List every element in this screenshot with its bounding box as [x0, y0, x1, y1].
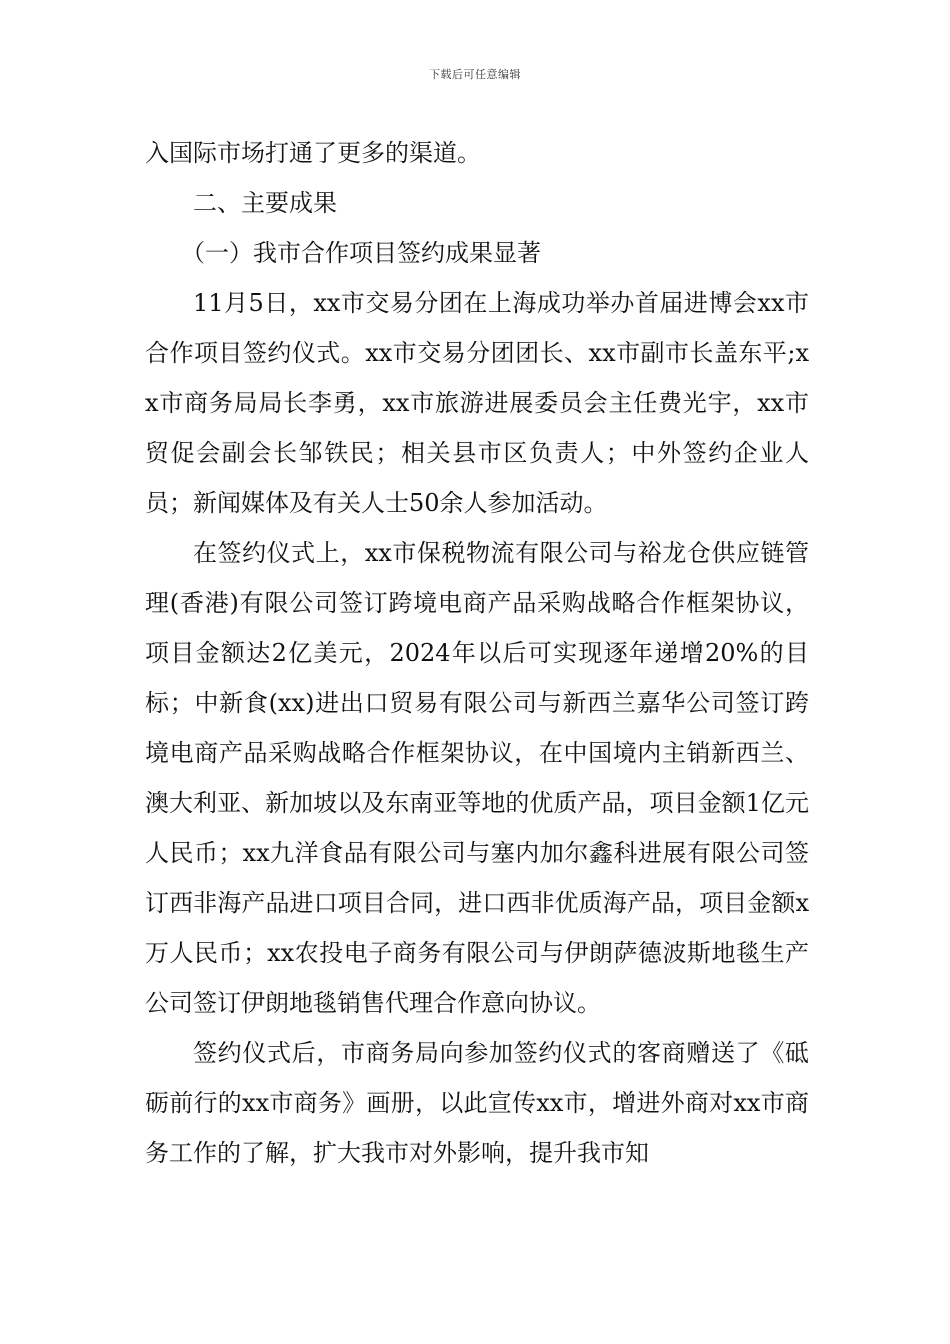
paragraph-signing-ceremony: 11月5日，xx市交易分团在上海成功举办首届进博会xx市合作项目签约仪式。xx市交易分团团长、xx市副市长盖东平;xx市商务局局长李勇，xx市旅游进展委员会主任费光宇，xx市贸促会副会长邹铁民；相关县市区负责人；中外签约企业人员；新闻媒体及有关人士50余人参加活动。	[145, 289, 809, 517]
paragraph-after-ceremony: 签约仪式后，市商务局向参加签约仪式的客商赠送了《砥砺前行的xx市商务》画册，以此宣传xx市，增进外商对xx市商务工作的了解，扩大我市对外影响，提升我市知	[145, 1039, 809, 1167]
subsection-heading: （一）我市合作项目签约成果显著	[181, 239, 541, 267]
document-body	[145, 128, 809, 1178]
continuation-paragraph: 入国际市场打通了更多的渠道。	[145, 139, 481, 167]
page-header-note: 下载后可任意编辑	[429, 68, 521, 81]
paragraph-agreements: 在签约仪式上，xx市保税物流有限公司与裕龙仓供应链管理(香港)有限公司签订跨境电商产品采购战略合作框架协议，项目金额达2亿美元，2024年以后可实现逐年递增20%的目标；中新食(xx)进出口贸易有限公司与新西兰嘉华公司签订跨境电商产品采购战略合作框架协议，在中国境内主销新西兰、澳大利亚、新加坡以及东南亚等地的优质产品，项目金额1亿元人民币；xx九洋食品有限公司与塞内加尔鑫科进展有限公司签订西非海产品进口项目合同，进口西非优质海产品，项目金额x万人民币；xx农投电子商务有限公司与伊朗萨德波斯地毯生产公司签订伊朗地毯销售代理合作意向协议。	[145, 539, 809, 1017]
section-heading: 二、主要成果	[193, 189, 337, 217]
